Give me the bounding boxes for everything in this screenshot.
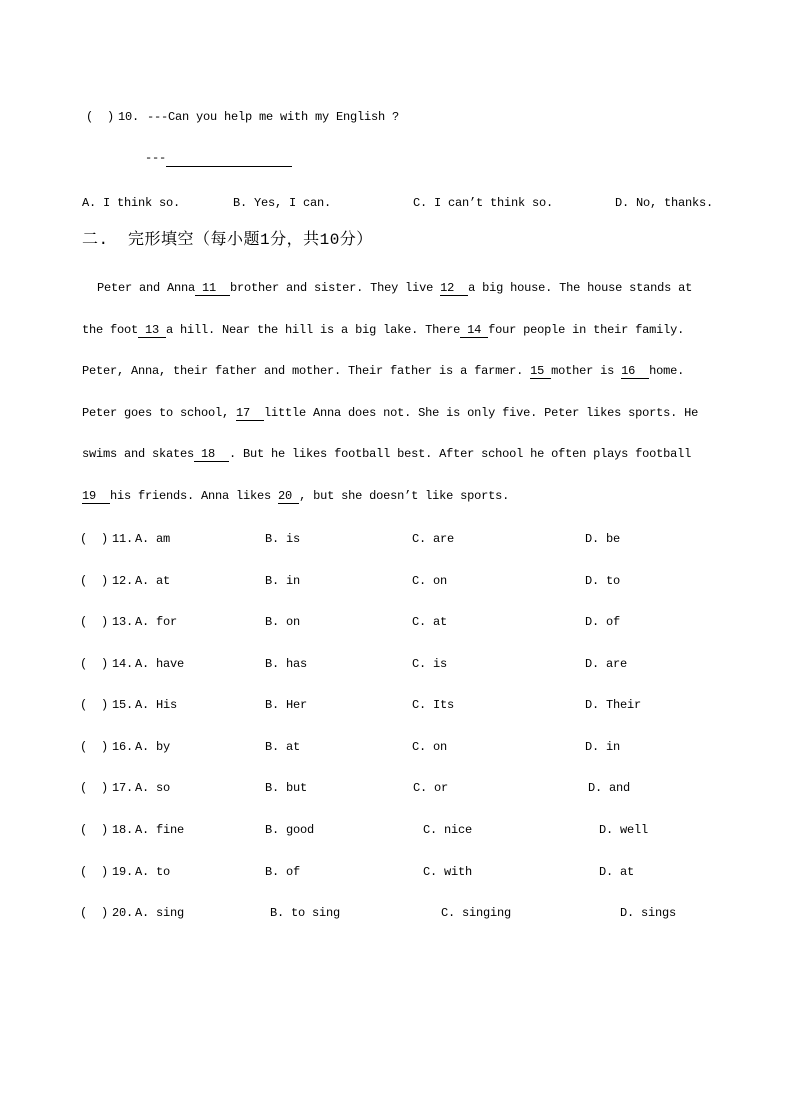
option-c: C. or xyxy=(413,781,449,795)
cloze-blank: 19 xyxy=(82,489,111,503)
option-d: D. well xyxy=(599,823,649,837)
question-row-11 xyxy=(0,531,790,551)
option-a: A. fine xyxy=(135,823,185,837)
question-number: 18. xyxy=(112,823,134,837)
option-c: C. I can’t think so. xyxy=(413,196,554,210)
option-d: D. Their xyxy=(585,698,642,712)
option-d: D. in xyxy=(585,740,621,754)
option-a: A. I think so. xyxy=(82,196,181,210)
passage-text: brother and sister. They live xyxy=(230,281,441,295)
option-d: D. be xyxy=(585,532,621,546)
question-row-15 xyxy=(0,697,790,717)
option-c: C. nice xyxy=(423,823,473,837)
option-b: B. in xyxy=(265,574,301,588)
passage-line xyxy=(82,322,684,338)
passage-text: Peter, Anna, their father and mother. Their father is a farmer. xyxy=(82,364,531,378)
question-number: 12. xyxy=(112,574,134,588)
question-row-17 xyxy=(0,780,790,800)
option-b: B. is xyxy=(265,532,301,546)
answer-paren: ( ) xyxy=(80,657,109,671)
option-a: A. sing xyxy=(135,906,185,920)
option-d: D. are xyxy=(585,657,628,671)
passage-line xyxy=(82,488,509,504)
question-number: 10. xyxy=(118,110,140,124)
option-a: A. for xyxy=(135,615,178,629)
option-c: C. singing xyxy=(441,906,512,920)
passage-text: four people in their family. xyxy=(488,323,685,337)
option-c: C. on xyxy=(412,740,448,754)
option-b: B. on xyxy=(265,615,301,629)
option-a: A. at xyxy=(135,574,171,588)
passage-line xyxy=(82,405,698,421)
question-row-12 xyxy=(0,573,790,593)
answer-paren: ( ) xyxy=(86,110,115,124)
answer-paren: ( ) xyxy=(80,532,109,546)
passage-text: a big house. The house stands at xyxy=(468,281,693,295)
option-b: B. of xyxy=(265,865,301,879)
option-a: A. have xyxy=(135,657,185,671)
passage-text: home. xyxy=(649,364,685,378)
passage-text: Peter and Anna xyxy=(97,281,196,295)
passage-text: little Anna does not. She is only five. Peter likes sports. He xyxy=(264,406,699,420)
option-b: B. has xyxy=(265,657,308,671)
question-row-20 xyxy=(0,905,790,925)
cloze-blank: 16 xyxy=(621,364,650,378)
option-d: D. of xyxy=(585,615,621,629)
question-row-13 xyxy=(0,614,790,634)
option-d: D. to xyxy=(585,574,621,588)
option-d: D. No, thanks. xyxy=(615,196,714,210)
option-b: B. Yes, I can. xyxy=(233,196,332,210)
passage-line xyxy=(97,280,692,296)
reply-blank-line xyxy=(166,150,292,167)
passage-text: . But he likes football best. After school he often plays football xyxy=(229,447,692,461)
option-b: B. to sing xyxy=(270,906,341,920)
passage-line xyxy=(82,446,691,462)
question-number: 13. xyxy=(112,615,134,629)
answer-paren: ( ) xyxy=(80,906,109,920)
answer-paren: ( ) xyxy=(80,781,109,795)
question-number: 15. xyxy=(112,698,134,712)
option-b: B. but xyxy=(265,781,308,795)
option-a: A. His xyxy=(135,698,178,712)
option-c: C. is xyxy=(412,657,448,671)
option-b: B. at xyxy=(265,740,301,754)
question-number: 14. xyxy=(112,657,134,671)
cloze-blank: 11 xyxy=(195,281,231,295)
question-number: 16. xyxy=(112,740,134,754)
option-a: A. am xyxy=(135,532,171,546)
option-c: C. are xyxy=(412,532,455,546)
cloze-blank: 17 xyxy=(236,406,265,420)
section-numeral: 二. xyxy=(82,231,109,249)
answer-paren: ( ) xyxy=(80,823,109,837)
passage-text: , but she doesn’t like sports. xyxy=(299,489,510,503)
question-number: 17. xyxy=(112,781,134,795)
option-a: A. by xyxy=(135,740,171,754)
passage-text: a hill. Near the hill is a big lake. There xyxy=(166,323,461,337)
answer-paren: ( ) xyxy=(80,574,109,588)
option-c: C. Its xyxy=(412,698,455,712)
cloze-blank: 12 xyxy=(440,281,469,295)
reply-dashes: --- xyxy=(145,151,167,165)
cloze-blank: 20 xyxy=(278,489,300,503)
option-a: A. to xyxy=(135,865,171,879)
cloze-blank: 18 xyxy=(194,447,230,461)
question-prompt: ---Can you help me with my English ? xyxy=(147,110,400,124)
option-b: B. Her xyxy=(265,698,308,712)
answer-paren: ( ) xyxy=(80,615,109,629)
question-number: 20. xyxy=(112,906,134,920)
passage-text: mother is xyxy=(551,364,622,378)
question-row-18 xyxy=(0,822,790,842)
option-c: C. with xyxy=(423,865,473,879)
answer-paren: ( ) xyxy=(80,740,109,754)
cloze-blank: 13 xyxy=(138,323,167,337)
passage-text: swims and skates xyxy=(82,447,195,461)
passage-text: the foot xyxy=(82,323,139,337)
option-d: D. sings xyxy=(620,906,677,920)
passage-line xyxy=(82,363,684,379)
question-number: 19. xyxy=(112,865,134,879)
question-row-19 xyxy=(0,864,790,884)
passage-text: Peter goes to school, xyxy=(82,406,237,420)
question-row-14 xyxy=(0,656,790,676)
option-c: C. on xyxy=(412,574,448,588)
section-title: 完形填空（每小题1分，共10分） xyxy=(128,231,373,249)
option-c: C. at xyxy=(412,615,448,629)
option-d: D. at xyxy=(599,865,635,879)
answer-paren: ( ) xyxy=(80,865,109,879)
option-a: A. so xyxy=(135,781,171,795)
question-row-16 xyxy=(0,739,790,759)
answer-paren: ( ) xyxy=(80,698,109,712)
cloze-blank: 15 xyxy=(530,364,552,378)
option-d: D. and xyxy=(588,781,631,795)
option-b: B. good xyxy=(265,823,315,837)
question-number: 11. xyxy=(112,532,134,546)
cloze-blank: 14 xyxy=(460,323,489,337)
passage-text: his friends. Anna likes xyxy=(110,489,279,503)
